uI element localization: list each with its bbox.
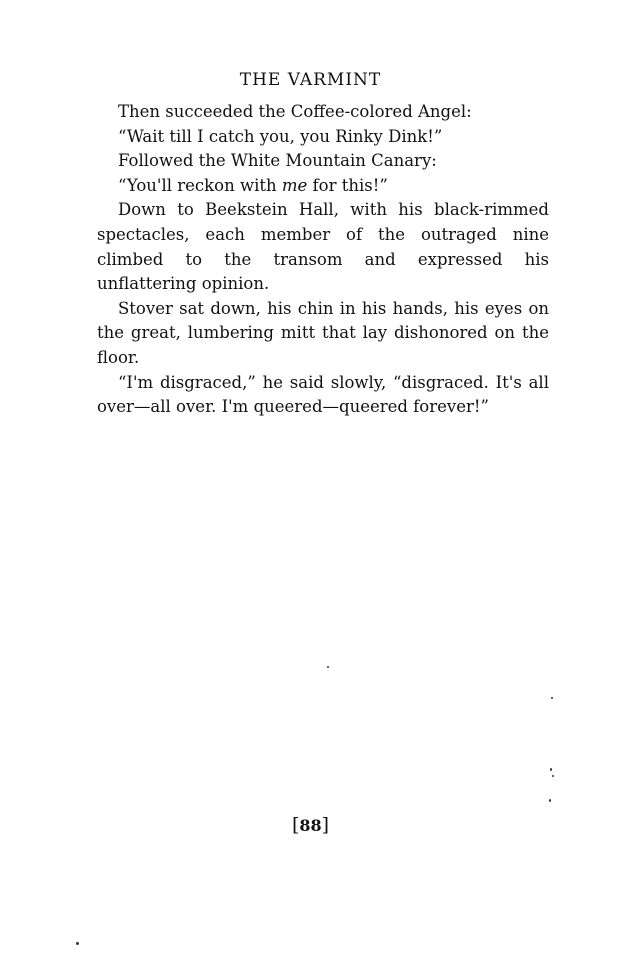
paragraph: Down to Beekstein Hall, with his black-rimmed spectacles, each member of the outraged nine climbed to the transom and expressed his unflattering opinion.: [97, 200, 549, 294]
page-number: [0, 814, 621, 836]
scan-speck: [552, 775, 554, 777]
paragraph: “I'm disgraced,” he said slowly, “disgraced. It's all over—all over. I'm queered—queered forever!”: [97, 372, 549, 417]
folio-number: 88: [299, 816, 322, 835]
running-head: THE VARMINT: [239, 70, 382, 90]
folio-open-bracket: [: [291, 814, 300, 836]
folio-close-bracket: ]: [321, 814, 330, 836]
scan-speck: [549, 799, 551, 802]
emphasis: me: [281, 175, 308, 195]
paragraph: “Wait till I catch you, you Rinky Dink!”: [118, 126, 443, 146]
scan-speck: [550, 768, 552, 771]
scan-speck: [551, 697, 553, 699]
paragraph: Stover sat down, his chin in his hands, his eyes on the great, lumbering mitt that lay dishonored on the floor.: [97, 298, 549, 367]
scan-speck: [76, 942, 79, 945]
paragraph: “You'll reckon with me for this!”: [118, 175, 388, 195]
paragraph: Followed the White Mountain Canary:: [118, 151, 437, 171]
scan-speck: [327, 666, 329, 668]
paragraph: Then succeeded the Coffee-colored Angel:: [118, 102, 472, 121]
body-text: [97, 100, 549, 420]
